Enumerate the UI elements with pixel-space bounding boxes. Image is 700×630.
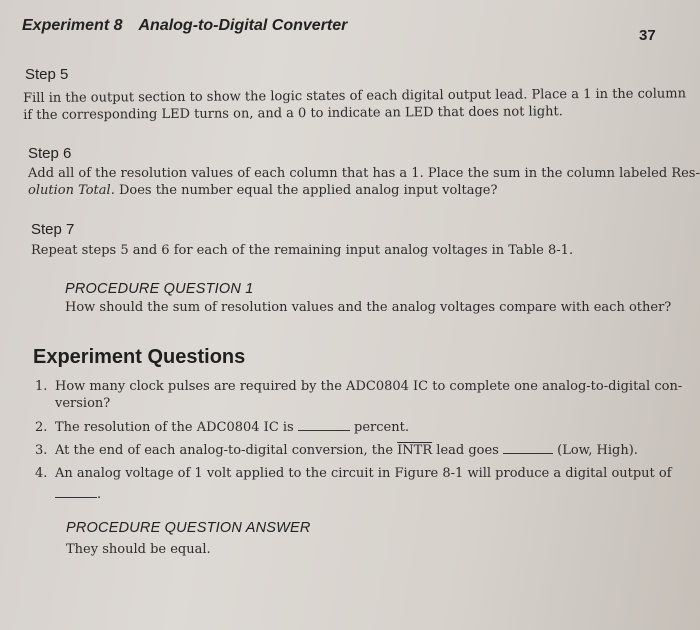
- question-3-answer-blank[interactable]: [503, 443, 553, 454]
- answer-heading: PROCEDURE QUESTION ANSWER: [66, 520, 311, 536]
- step6-heading: Step 6: [28, 145, 72, 162]
- step5-text: [23, 85, 686, 124]
- question-3-text-b: lead goes: [436, 443, 499, 458]
- question-1-line1: How many clock pulses are required by the ADC0804 IC to complete one analog-to-digital con-: [55, 379, 683, 394]
- step7-heading: Step 7: [31, 221, 75, 238]
- question-2-number: 2.: [35, 420, 48, 435]
- page-number: 37: [639, 27, 656, 44]
- question-4-line1: An analog voltage of 1 volt applied to the circuit in Figure 8-1 will produce a digital output of: [55, 466, 672, 481]
- question-2-text-b: percent.: [354, 420, 409, 435]
- step7-text: Repeat steps 5 and 6 for each of the remaining input analog voltages in Table 8-1.: [31, 243, 574, 258]
- page-header: [22, 17, 347, 35]
- step6-line2: olution Total. Does the number equal the applied analog input voltage?: [28, 183, 498, 198]
- question-4-number: 4.: [35, 466, 48, 481]
- step5-line2: if the corresponding LED turns on, and a 0 to indicate an LED that does not light.: [23, 104, 563, 123]
- question-4: [35, 465, 672, 503]
- step5-line1: Fill in the output section to show the logic states of each digital output lead. Place a 1 in the column: [23, 86, 686, 106]
- question-3-text-a: At the end of each analog-to-digital conversion, the: [55, 443, 394, 458]
- procedure-question-heading: PROCEDURE QUESTION 1: [65, 281, 254, 297]
- question-1-number: 1.: [35, 379, 48, 394]
- question-3-text-c: (Low, High).: [557, 443, 638, 458]
- question-3-number: 3.: [35, 443, 48, 458]
- question-1: [35, 378, 682, 412]
- question-4-period: .: [97, 487, 102, 502]
- question-2-answer-blank[interactable]: [298, 420, 350, 431]
- experiment-questions-title: Experiment Questions: [33, 346, 246, 368]
- question-3: [35, 442, 638, 459]
- question-1-line2: version?: [55, 396, 111, 411]
- experiment-label: Experiment 8: [22, 17, 123, 34]
- question-4-answer-blank[interactable]: [55, 487, 97, 498]
- intr-signal-label: INTR: [397, 443, 433, 458]
- procedure-question-text: How should the sum of resolution values and the analog voltages compare with each other?: [65, 300, 672, 315]
- step6-text: [28, 165, 700, 199]
- question-2-text-a: The resolution of the ADC0804 IC is: [55, 420, 294, 435]
- step6-line1: Add all of the resolution values of each column that has a 1. Place the sum in the column labeled Res-: [28, 166, 700, 181]
- resolution-total-term: olution Total.: [28, 183, 115, 198]
- chapter-title: Analog-to-Digital Converter: [138, 17, 348, 34]
- question-2: [35, 419, 409, 436]
- answer-text: They should be equal.: [66, 542, 211, 557]
- step5-heading: Step 5: [25, 66, 69, 83]
